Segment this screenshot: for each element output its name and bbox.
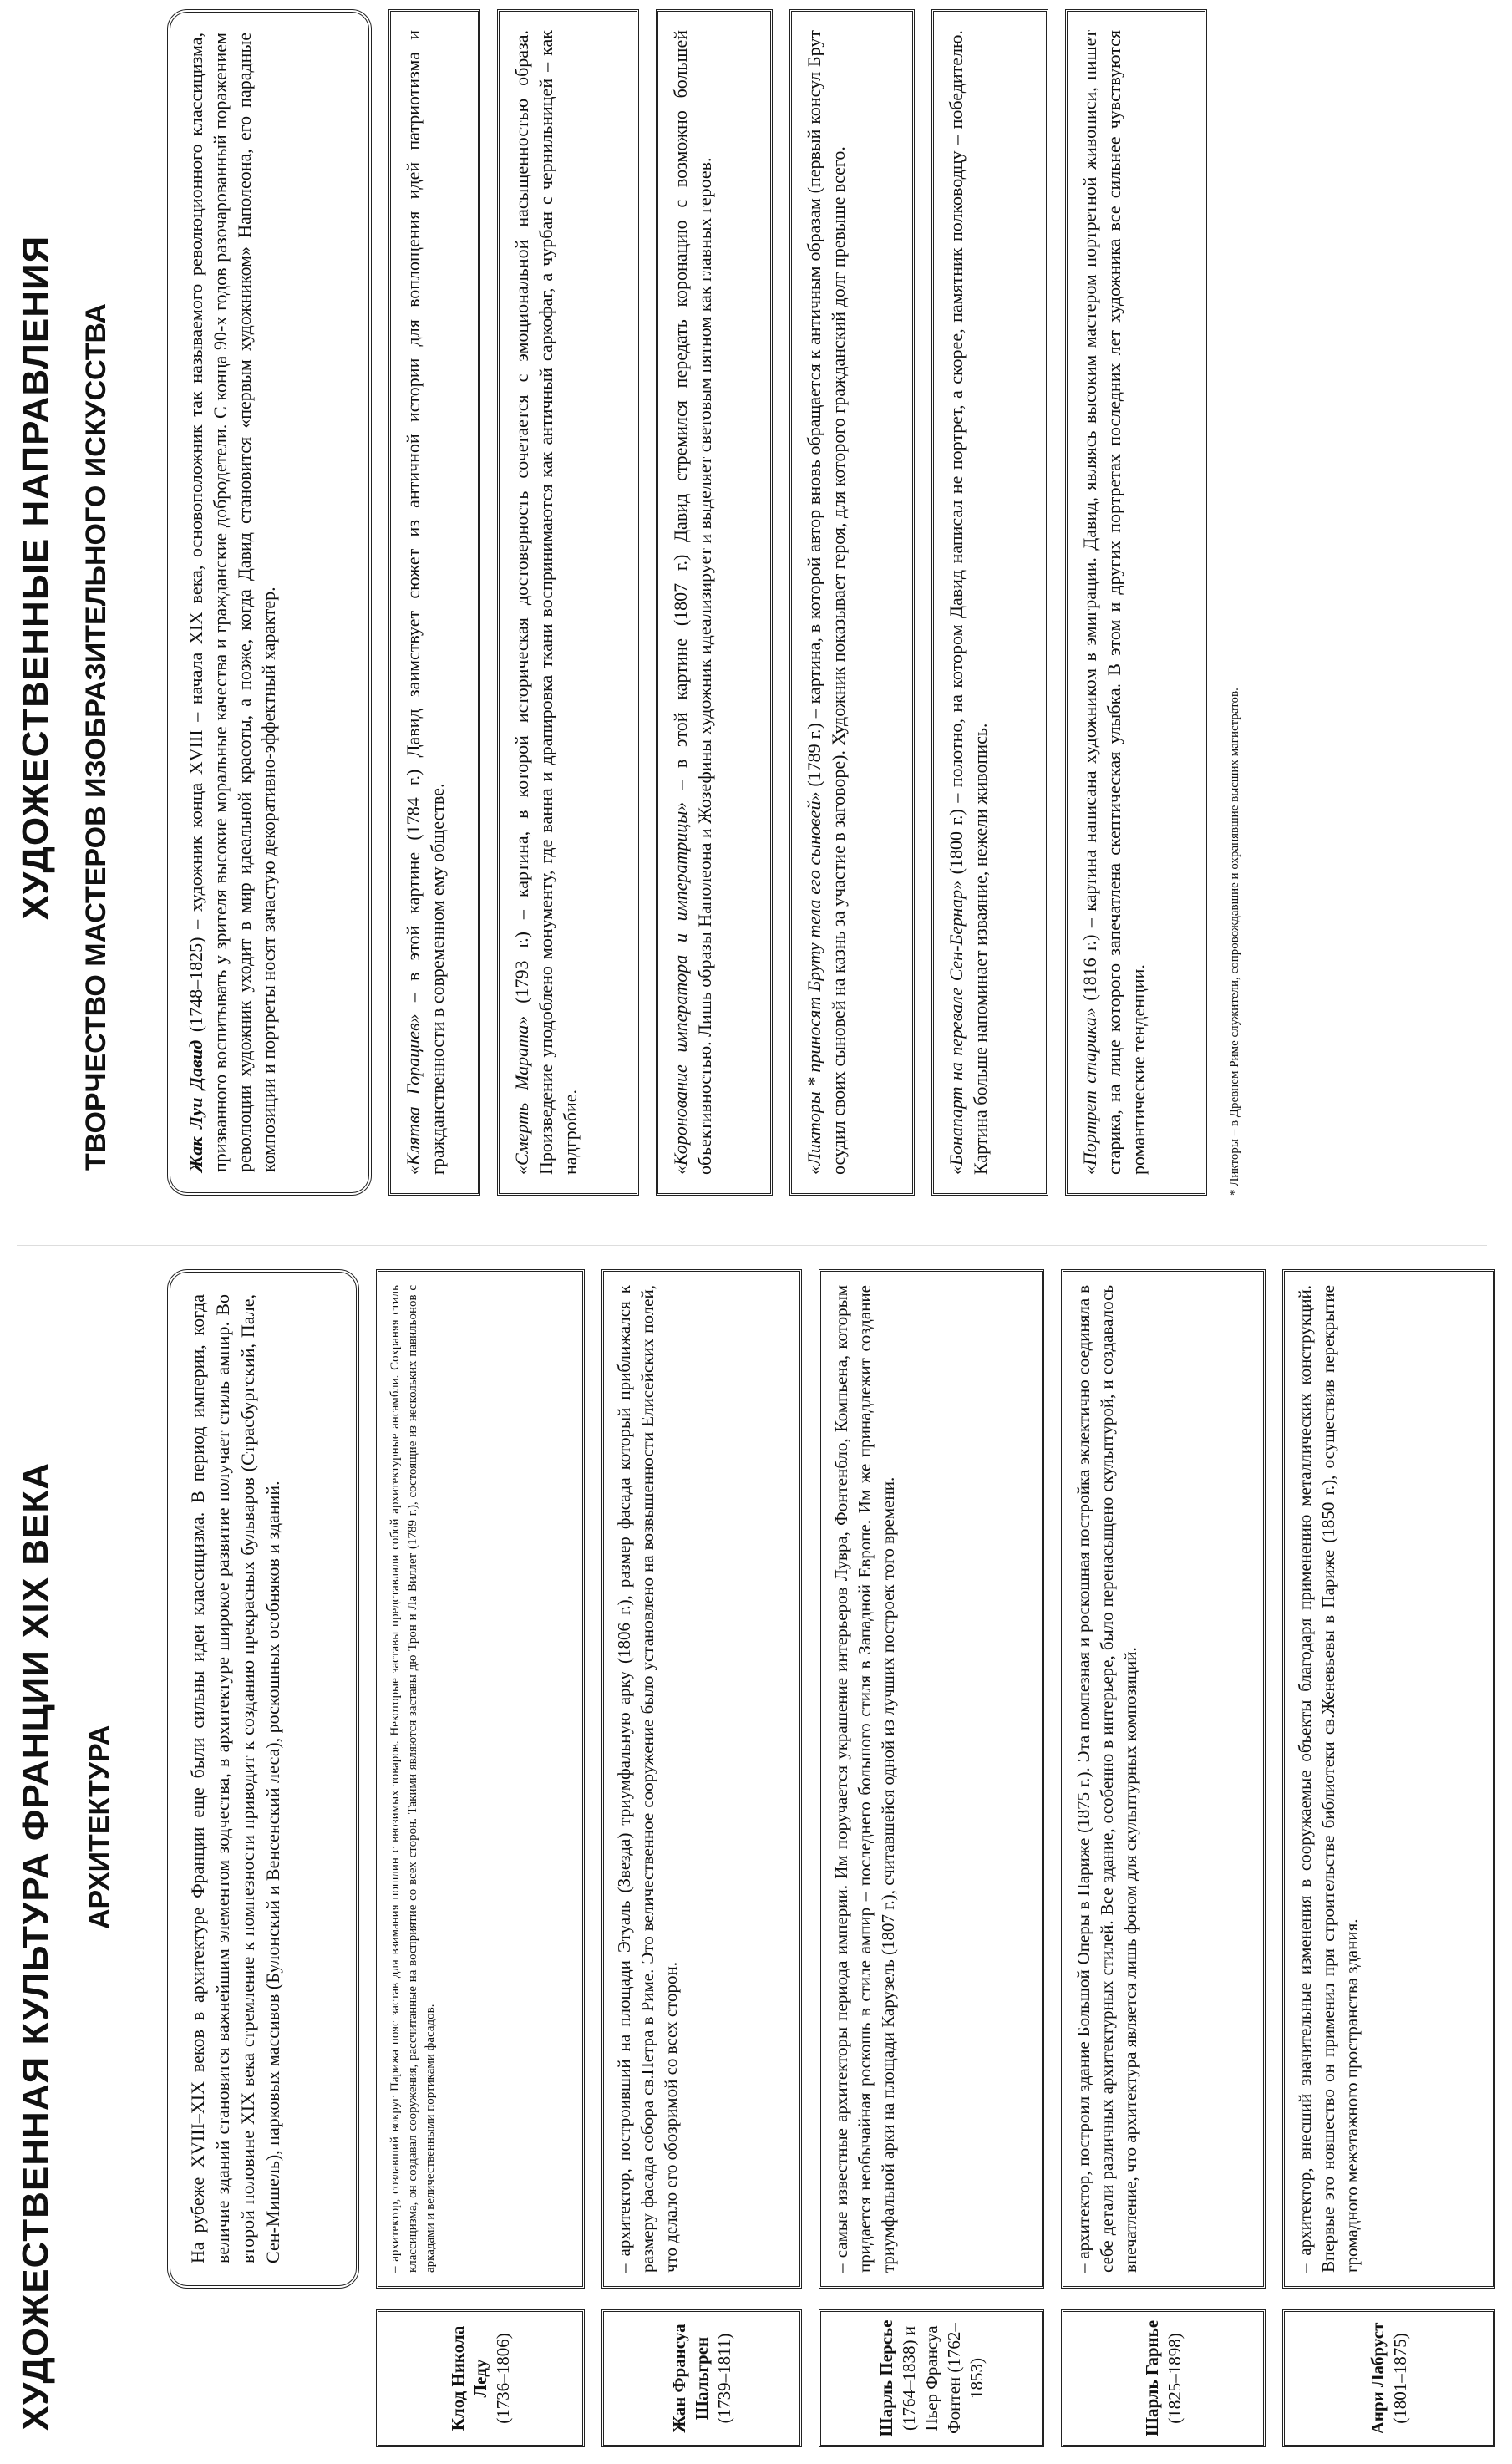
artwork-box (388, 9, 480, 1196)
architect-years: (1801–1875) (1389, 2333, 1410, 2424)
architect-name: Анри Лабруст (1367, 2322, 1388, 2435)
architect-years: (1825–1898) (1164, 2333, 1185, 2424)
page-title: ХУДОЖЕСТВЕННЫЕ НАПРАВЛЕНИЯ (15, 235, 56, 920)
architect-name-box (1061, 2309, 1266, 2447)
artist-name: Жак Луи Давид (185, 1039, 206, 1172)
david-intro (167, 9, 372, 1196)
architect-desc-text: – архитектор, создавший вокруг Парижа пояс застав для взимания пошлин с ввозимых товаров. Некоторые заставы представляли собой архитектурные ансамбли. Сохраняя стиль классицизма, он создавал сооружения, рассчитанные на восприятие со всех сторон. Такими являются заставы дю Трон и Ла Виллет (1789 г.), состоящие из нескольких павильонов с аркадами и величественными портиками фасадов. (388, 1285, 437, 2273)
architecture-page (0, 1261, 1512, 2464)
architect-row (601, 1269, 802, 2447)
artwork-box (789, 9, 915, 1196)
architect-years: (1764–1838) и Пьер Франсуа Фонтен (1762–1853) (898, 2323, 987, 2434)
artwork-title: «Клятва Горациев» (403, 1014, 424, 1175)
architect-row (819, 1269, 1044, 2447)
artwork-title: «Коронование императора и императрицы» (670, 801, 691, 1175)
architect-description (376, 1269, 585, 2289)
section-title-architecture: АРХИТЕКТУРА (84, 1725, 115, 1929)
artwork-title: «Смерть Марата» (511, 1015, 532, 1175)
artwork-title: «Портрет старика» (1079, 1008, 1100, 1175)
artwork-text: (1816 г.) – картина написана художником в эмиграции. Давид, являясь высоким мастером портретной живописи, пишет старика, на лице которого запечатлена скептическая улыбка. В этом и других портретах последних лет художника все сильнее чувствуются романтические тенденции. (1079, 29, 1149, 1175)
architect-years: (1736–1806) (492, 2333, 513, 2424)
artwork-title: «Ликторы * приносят Бруту тела его сыновей» (804, 791, 824, 1175)
architect-description (1282, 1269, 1495, 2289)
artwork-text: (1800 г.) – полотно, на котором Давид написал не портрет, а скорее, памятник полководцу – победителю. Картина больше напоминает изваяние, нежели живопись. (946, 30, 991, 1175)
architect-description (601, 1269, 802, 2289)
architect-row (1061, 1269, 1266, 2447)
architect-description (1061, 1269, 1266, 2289)
architecture-intro (167, 1269, 359, 2289)
architect-name: Жан Франсуа Шальгрен (668, 2324, 712, 2433)
artwork-box (656, 9, 773, 1196)
artwork-text: (1793 г.) – картина, в которой историческая достоверность сочетается с эмоциональной насыщенностью образа. Произведение уподоблено монументу, где ванна и драпировка ткани воспринимаются как античный саркофаг, а чурбан с чернильницей – как надгробие. (511, 30, 581, 1175)
intro-text: На рубеже XVIII–XIX веков в архитектуре Франции еще были сильны идеи классицизма. В период империи, когда величие зданий становится важнейшим элементом зодчества, в архитектуре широкое развитие получает стиль ампир. Во второй половине XIX века стремление к помпезности приводит к созданию прекрасных бульваров (Страсбургский, Пале, Сен-Мишель), парковых массивов (Булонский и Венсенский леса), роскошных особняков и зданий. (187, 1294, 283, 2263)
artwork-title: «Бонапарт на перевале Сен-Бернар» (946, 880, 967, 1175)
art-directions-page (0, 0, 1512, 1229)
artwork-box (931, 9, 1048, 1196)
artwork-box (1065, 9, 1207, 1196)
architect-name: Клод Никола Леду (447, 2325, 490, 2431)
architect-name-box (1282, 2309, 1495, 2447)
architect-name-box (601, 2309, 802, 2447)
architect-name-box (819, 2309, 1044, 2447)
architect-name: Шарль Персье (875, 2319, 896, 2437)
artist-bio: (1748–1825) – художник конца XVIII – начала XIX века, основоположник так называемого революционного классицизма, призванного воспитывать у зрителя высокие моральные качества и гражданские добродетели. С конца 90-х годов разочарованный поражением революции художник уходит в мир идеальной красоты, а позже, когда Давид становится «первым художником» Наполеона, его парадные композиции и портреты носят зачастую декоративно-эффектный характер. (185, 33, 279, 1172)
page-divider (17, 1245, 1487, 1246)
architect-name-box (376, 2309, 585, 2447)
architect-description (819, 1269, 1044, 2289)
artwork-text: (1789 г.) – картина, в которой автор вновь обращается к античным образам (первый консул Брут осудил своих сыновей на казнь за участие в заговоре). Художник показывает героя, для которого гражданский долг превыше всего. (804, 30, 849, 1175)
footnote: * Ликторы – в Древнем Риме служители, сопровождавшие и охранявшие высших магистратов. (1228, 688, 1241, 1196)
architect-desc-text: – архитектор, построивший на площади Этуаль (Звезда) триумфальную арку (1806 г.), размер фасада который приближался к размеру фасада собора св.Петра в Риме. Это величественное сооружение было установлено на возвышенности Елисейских полей, что делало его обозримой со всех сторон. (614, 1285, 681, 2273)
page-title: ХУДОЖЕСТВЕННАЯ КУЛЬТУРА ФРАНЦИИ XIX ВЕКА (15, 1462, 56, 2431)
artwork-box (497, 9, 639, 1196)
artwork-text: – в этой картине (1807 г.) Давид стремился передать коронацию с возможно большей объективностью. Лишь образы Наполеона и Жозефины художник идеализирует и выделяет световым пятном как главных героев. (670, 30, 715, 1175)
architect-row (1282, 1269, 1495, 2447)
architect-desc-text: – самые известные архитекторы периода империи. Им поручается украшение интерьеров Лувра, Фонтенбло, Компьена, которым придается необычайная роскошь в стиле ампир – последнего большого стиля в Западной Европе. Им же принадлежит создание триумфальной арки на площади Карузель (1807 г.), считавшейся одной из лучших построек того времени. (831, 1285, 898, 2273)
section-title-painting: ТВОРЧЕСТВО МАСТЕРОВ ИЗОБРАЗИТЕЛЬНОГО ИСКУССТВА (80, 303, 112, 1171)
artwork-text: – в этой картине (1784 г.) Давид заимствует сюжет из античной истории для воплощения идей патриотизма и гражданственности в современном ему обществе. (403, 30, 448, 1175)
architect-desc-text: – архитектор, внесший значительные изменения в сооружаемые объекты благодаря применению металлических конструкций. Впервые это новшество он применил при строительстве библиотеки св.Женевьевы в Париже (1850 г.), осуществив перекрытие громадного межэтажного пространства здания. (1295, 1285, 1362, 2273)
architect-row (376, 1269, 585, 2447)
architect-name: Шарль Гарнье (1141, 2319, 1162, 2437)
architect-desc-text: – архитектор, построил здание Большой Оперы в Париже (1875 г.). Эта помпезная и роскошная постройка эклектично соединяла в себе детали различных архитектурных стилей. Все здание, особенно в интерьере, было перенасыщено скульптурой, и создавалось впечатление, что архитектура является лишь фоном для скульптурных композиций. (1073, 1285, 1140, 2273)
architect-years: (1739–1811) (713, 2333, 734, 2424)
